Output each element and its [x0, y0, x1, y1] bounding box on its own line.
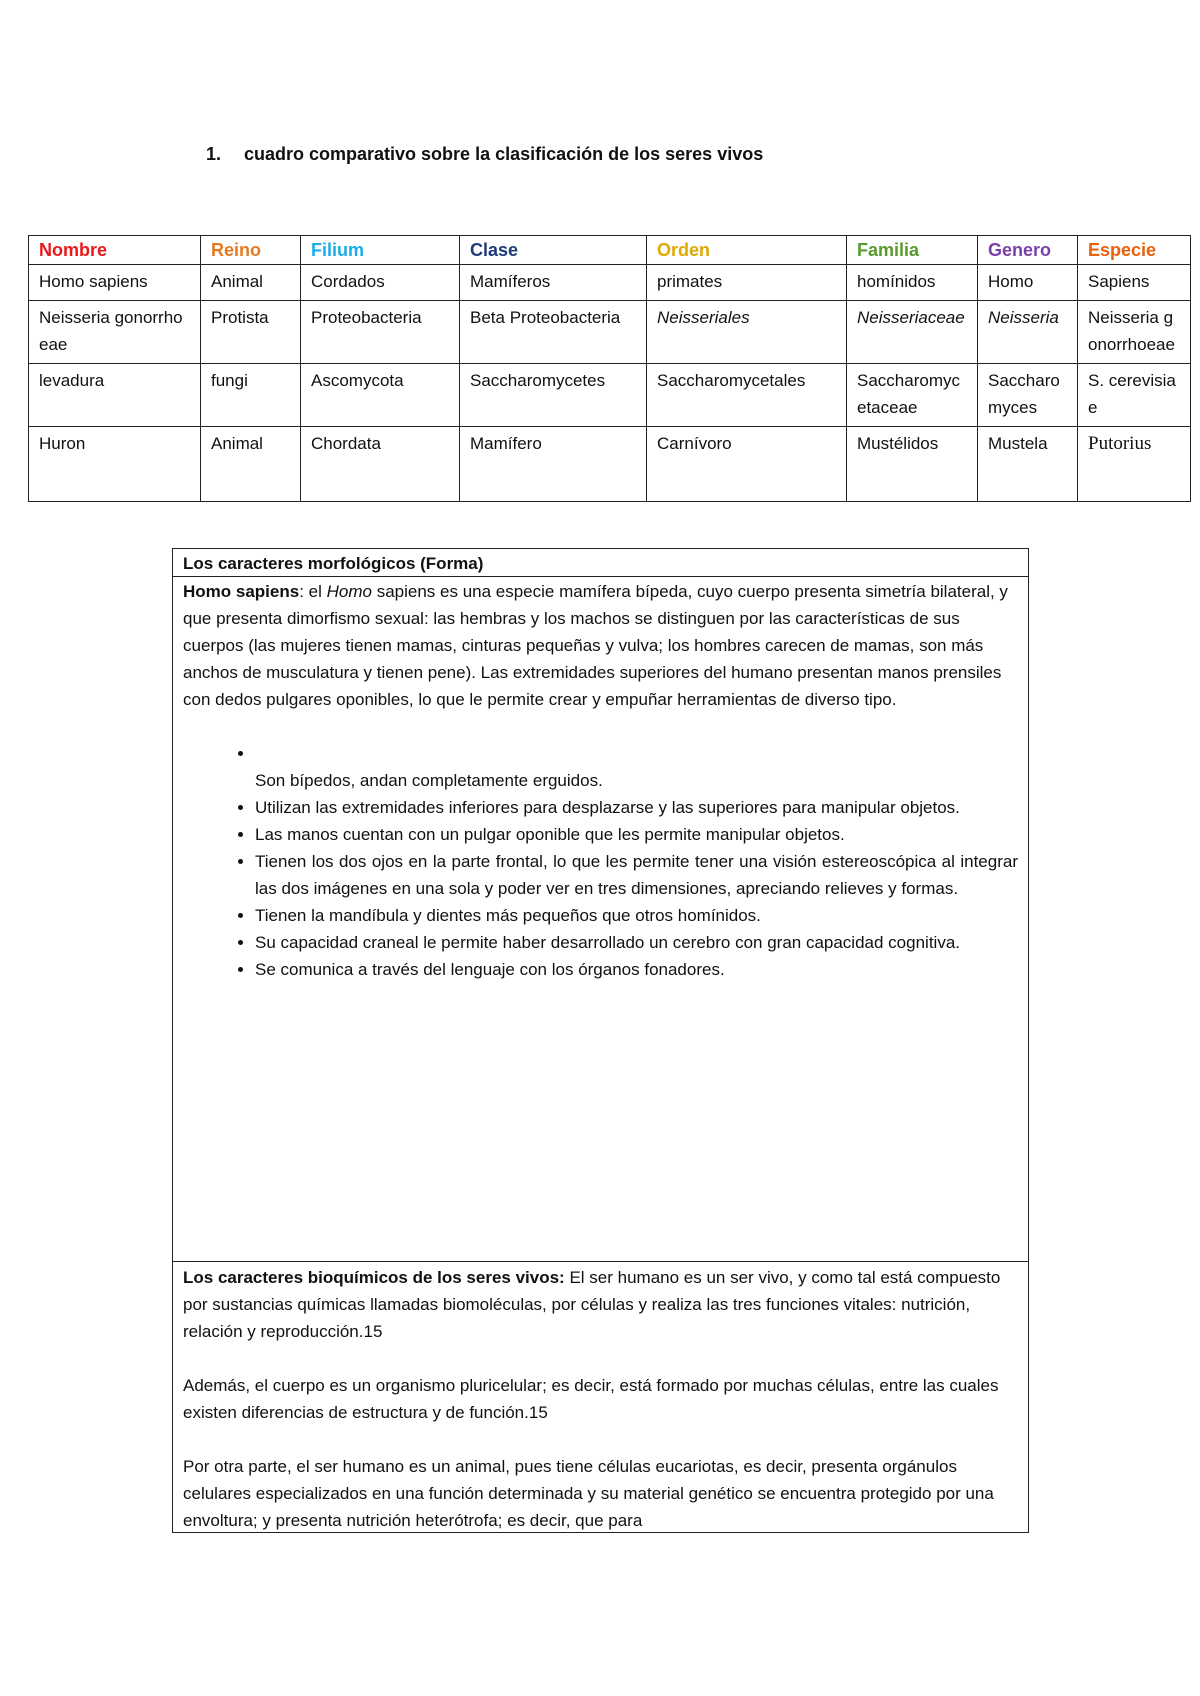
heading-text: cuadro comparativo sobre la clasificación de los seres vivos — [244, 144, 764, 164]
table-cell: Saccharomycetales — [647, 364, 847, 427]
list-item-empty — [255, 740, 1018, 767]
header-genero: Genero — [978, 236, 1078, 265]
biochemical-p1 — [183, 1264, 1018, 1345]
table-cell: Proteobacteria — [301, 301, 460, 364]
table-cell: Mamífero — [460, 427, 647, 502]
table-row — [29, 427, 1191, 502]
table-cell: primates — [647, 265, 847, 301]
morphology-section — [173, 577, 1028, 1262]
table-cell: Neisseria — [978, 301, 1078, 364]
table-cell: Huron — [29, 427, 201, 502]
header-orden: Orden — [647, 236, 847, 265]
table-cell: Protista — [201, 301, 301, 364]
table-cell: Animal — [201, 427, 301, 502]
biochemical-p3: Por otra parte, el ser humano es un animal, pues tiene células eucariotas, es decir, presenta orgánulos celulares especializados en una función determinada y su material genético se encuentra protegido por una envoltura; y presenta nutrición heterótrofa; es decir, que para — [183, 1457, 994, 1530]
table-cell: levadura — [29, 364, 201, 427]
table-cell: Putorius — [1078, 427, 1191, 502]
table-row — [29, 364, 1191, 427]
traits-list — [183, 740, 1018, 983]
table-cell: Chordata — [301, 427, 460, 502]
intro-italic: Homo — [326, 582, 372, 601]
header-filium: Filium — [301, 236, 460, 265]
list-item: • Las manos cuentan con un pulgar oponible que les permite manipular objetos. — [255, 821, 1018, 848]
intro-label: Homo sapiens — [183, 582, 300, 601]
table-cell: Neisseriales — [647, 301, 847, 364]
header-nombre: Nombre — [29, 236, 201, 265]
list-item: • Su capacidad craneal le permite haber desarrollado un cerebro con gran capacidad cognitiva. — [255, 929, 1018, 956]
table-cell: S. cerevisiae — [1078, 364, 1191, 427]
table-cell: Sapiens — [1078, 265, 1191, 301]
table-cell: Saccharomycetes — [460, 364, 647, 427]
table-cell: Cordados — [301, 265, 460, 301]
header-familia: Familia — [847, 236, 978, 265]
table-cell: Mustélidos — [847, 427, 978, 502]
header-reino: Reino — [201, 236, 301, 265]
table-cell: homínidos — [847, 265, 978, 301]
table-row — [29, 301, 1191, 364]
table-cell: fungi — [201, 364, 301, 427]
morphology-intro — [183, 578, 1018, 713]
table-cell: Beta Proteobacteria — [460, 301, 647, 364]
biochemical-p2: Además, el cuerpo es un organismo pluricelular; es decir, está formado por muchas células, entre las cuales existen diferencias de estructura y de función.15 — [183, 1376, 999, 1422]
table-cell: Neisseriaceae — [847, 301, 978, 364]
table-cell: Homo — [978, 265, 1078, 301]
section-heading — [206, 144, 763, 165]
header-especie: Especie — [1078, 236, 1191, 265]
table-cell: Mamíferos — [460, 265, 647, 301]
list-item: Son bípedos, andan completamente erguidos. — [255, 771, 603, 790]
biochemical-section — [173, 1262, 1028, 1536]
characteristics-box — [172, 548, 1029, 1533]
table-cell: Saccharomycetaceae — [847, 364, 978, 427]
table-cell: Homo sapiens — [29, 265, 201, 301]
table-header-row — [29, 236, 1191, 265]
table-cell: Neisseria gonorrhoeae — [29, 301, 201, 364]
header-clase: Clase — [460, 236, 647, 265]
intro-text: sapiens es una especie mamífera bípeda, cuyo cuerpo presenta simetría bilateral, y que presenta dimorfismo sexual: las hembras y los machos se distinguen por las características de sus cuerpos (las mujeres tienen mamas, cinturas pequeñas y vulva; los hombres carecen de mamas, son más anchos de musculatura y tienen pene). Las extremidades superiores del humano presentan manos prensiles con dedos pulgares oponibles, lo que le permite crear y empuñar herramientas de diverso tipo. — [183, 582, 1008, 709]
biochemical-title: Los caracteres bioquímicos de los seres vivos: — [183, 1268, 565, 1287]
list-item: • Se comunica a través del lenguaje con los órganos fonadores. — [255, 956, 1018, 983]
table-cell: Neisseria gonorrhoeae — [1078, 301, 1191, 364]
list-item: • Tienen la mandíbula y dientes más pequeños que otros homínidos. — [255, 902, 1018, 929]
table-cell: Carnívoro — [647, 427, 847, 502]
list-item: • Tienen los dos ojos en la parte frontal, lo que les permite tener una visión estereoscópica al integrar las dos imágenes en una sola y poder ver en tres dimensiones, apreciando relieves y formas. — [255, 848, 1018, 902]
biochemical-text-1: El ser humano es un ser vivo, y como tal está compuesto por sustancias químicas llamadas biomoléculas, por células y realiza las tres funciones vitales: nutrición, relación y reproducción.15 — [183, 1268, 1001, 1341]
list-item: • Utilizan las extremidades inferiores para desplazarse y las superiores para manipular objetos. — [255, 794, 1018, 821]
morphology-title: Los caracteres morfológicos (Forma) — [173, 549, 1028, 577]
table-cell: Mustela — [978, 427, 1078, 502]
table-cell: Animal — [201, 265, 301, 301]
intro-sep: : el — [299, 582, 327, 601]
table-row — [29, 265, 1191, 301]
classification-table — [28, 235, 1191, 502]
heading-number: 1. — [206, 144, 222, 164]
table-cell: Saccharomyces — [978, 364, 1078, 427]
table-cell: Ascomycota — [301, 364, 460, 427]
